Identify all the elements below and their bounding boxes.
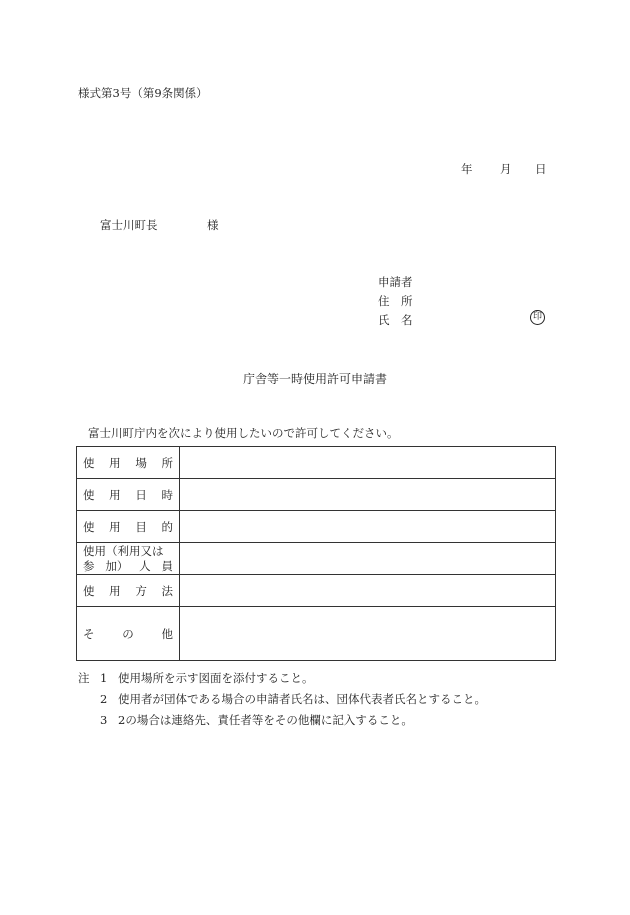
application-table — [76, 446, 556, 661]
applicant-address-label: 住 所 — [378, 294, 413, 308]
addressee — [100, 217, 219, 233]
table-row — [77, 511, 556, 543]
document-title: 庁舎等一時使用許可申請書 — [242, 372, 387, 386]
row-label-datetime: 使 用 日 時 — [77, 479, 180, 511]
row-label-purpose: 使 用 目 的 — [77, 511, 180, 543]
intro-text: 富士川町庁内を次により使用したいので許可してください。 — [88, 426, 399, 440]
applicant-block — [378, 273, 413, 330]
usage-datetime-field[interactable] — [180, 479, 556, 511]
table-row — [77, 543, 556, 575]
usage-place-field[interactable] — [180, 447, 556, 479]
addressee-name: 富士川町長 — [100, 218, 158, 232]
form-number: 様式第3号（第9条関係） — [78, 86, 208, 100]
usage-method-field[interactable] — [180, 575, 556, 607]
note-item: 2 使用者が団体である場合の申請者氏名は、団体代表者氏名とすること。 — [100, 692, 486, 706]
date-month-label: 月 — [500, 162, 512, 176]
table-row — [77, 447, 556, 479]
table-row — [77, 575, 556, 607]
note-item: 注 1 使用場所を示す図面を添付すること。 — [78, 668, 578, 689]
table-row — [77, 479, 556, 511]
row-label-participants: 使用（利用又は 参 加） 人 員 — [77, 543, 180, 575]
table-row — [77, 607, 556, 661]
notes — [78, 668, 578, 731]
addressee-honorific: 様 — [207, 218, 219, 232]
applicant-heading: 申請者 — [378, 275, 413, 289]
seal-mark: 印 — [530, 310, 545, 325]
date-day-label: 日 — [535, 162, 547, 176]
row-label-place: 使 用 場 所 — [77, 447, 180, 479]
usage-purpose-field[interactable] — [180, 511, 556, 543]
row-label-method: 使 用 方 法 — [77, 575, 180, 607]
notes-mark: 注 — [78, 671, 90, 685]
applicant-name-label: 氏 名 — [378, 313, 413, 327]
participants-field[interactable] — [180, 543, 556, 575]
note-item: 3 2の場合は連絡先、責任者等をその他欄に記入すること。 — [100, 713, 413, 727]
other-field[interactable] — [180, 607, 556, 661]
row-label-other: そ の 他 — [77, 607, 180, 661]
date-year-label: 年 — [461, 162, 473, 176]
